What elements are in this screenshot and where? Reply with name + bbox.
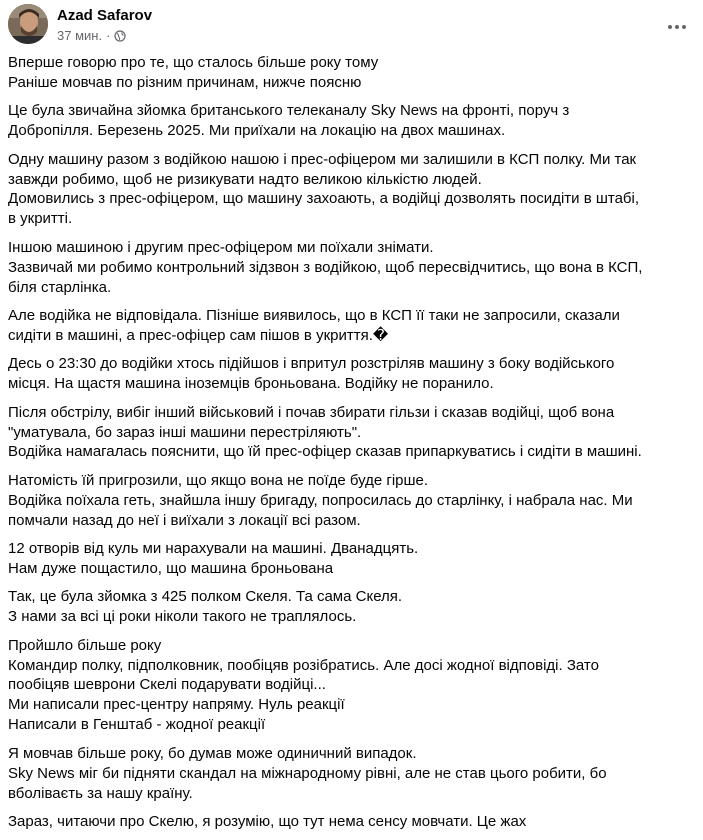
post-text-line: Домовились з прес-офіцером, що машину захоають, а водійці дозволять посидіти в штабі, xyxy=(8,190,639,208)
post-paragraph xyxy=(8,812,698,832)
post-text-line: Пройшло більше року xyxy=(8,636,162,654)
globe-icon xyxy=(114,30,126,42)
post-text-line: Я мовчав більше року, бо думав може одиничний випадок. xyxy=(8,744,417,762)
author-avatar[interactable] xyxy=(8,4,48,44)
post-text-line: Водійка намагалась пояснити, що їй прес-офіцер сказав припаркуватись і сидіти в машині. xyxy=(8,443,642,461)
post-text-line: Нам дуже пощастило, що машина броньована xyxy=(8,559,334,577)
post-text xyxy=(8,53,698,840)
post-paragraph xyxy=(8,101,698,141)
post-text-line: З нами за всі ці роки ніколи такого не траплялось. xyxy=(8,608,357,626)
post-paragraph xyxy=(8,150,698,230)
post-text-line: 12 отворів від куль ми нарахували на машині. Дванадцять. xyxy=(8,540,419,558)
more-options-button[interactable] xyxy=(659,8,695,44)
author-name[interactable]: Azad Safarov xyxy=(57,7,153,24)
post-paragraph xyxy=(8,238,698,298)
post-text-line: Натомість їй пригрозили, що якщо вона не поїде буде гірше. xyxy=(8,471,429,489)
post-text-line: Добропілля. Березень 2025. Ми приїхали на локацію на двох машинах. xyxy=(8,122,506,140)
post-paragraph xyxy=(8,471,698,531)
post-paragraph xyxy=(8,539,698,579)
post-text-line: Sky News міг би підняти скандал на міжнародному рівні, але не став цього робити, бо xyxy=(8,764,607,782)
post-text-line: вболіваєть за нашу країну. xyxy=(8,784,193,802)
post-text-line: "уматувала, бо зараз інші машини перестріляють". xyxy=(8,423,362,441)
post-text-line: біля старлінка. xyxy=(8,278,112,296)
more-dots-icon xyxy=(667,17,687,35)
post-time[interactable]: 37 мин. xyxy=(57,28,103,43)
post-text-line: Десь о 23:30 до водійки хтось підійшов і впритул розстріляв машину з боку водійського xyxy=(8,355,615,373)
post-text-line: Одну машину разом з водійкою нашою і прес-офіцером ми залишили в КСП полку. Ми так xyxy=(8,150,637,168)
post-paragraph xyxy=(8,587,698,627)
post-text-line: Зараз, читаючи про Скелю, я розумію, що тут нема сенсу мовчати. Це жах xyxy=(8,812,527,830)
avatar-photo xyxy=(8,4,48,44)
post-text-line: Після обстрілу, вибіг інший військовий і почав збирати гільзи і сказав водійці, щоб вона xyxy=(8,403,615,421)
post-text-line: Вперше говорю про те, що сталось більше року тому xyxy=(8,54,379,71)
post-text-line: місця. На щастя машина іноземців броньована. Водійку не поранило. xyxy=(8,375,494,393)
post-paragraph xyxy=(8,53,698,93)
post-text-line: Командир полку, підполковник, пообіцяв розібратись. Але досі жодної відповіді. Зато xyxy=(8,656,599,674)
post-header xyxy=(6,4,697,48)
post-text-line: Так, це була зйомка з 425 полком Скеля. Та сама Скеля. xyxy=(8,588,403,606)
post-text-line: Ми написали прес-центру напряму. Нуль реакції xyxy=(8,696,345,714)
post-text-line: сидіти в машині, а прес-офіцер сам пішов в укриття.� xyxy=(8,326,389,344)
post-paragraph xyxy=(8,306,698,346)
meta-separator: · xyxy=(106,28,111,43)
post-text-line: Зазвичай ми робимо контрольний зідзвон з водійкою, щоб пересвідчитись, що вона в КСП, xyxy=(8,258,643,276)
post-paragraph xyxy=(8,354,698,394)
post-paragraph xyxy=(8,403,698,463)
post-text-line: Раніше мовчав по різним причинам, нижче поясню xyxy=(8,73,362,91)
post-text-line: Але водійка не відповідала. Пізніше виявилось, що в КСП її таки не запросили, сказали xyxy=(8,306,620,324)
post-text-line: завжди робимо, щоб не ризикувати надто великою кількістю людей. xyxy=(8,170,482,188)
post-text-line: пообіцяв шеврони Скелі подарувати водійці... xyxy=(8,676,326,694)
post-text-line: в укритті. xyxy=(8,210,73,228)
post-meta xyxy=(57,28,126,43)
post-text-line: Водійка поїхала геть, знайшла іншу бригаду, попросилась до старлінку, і набрала нас. Ми xyxy=(8,491,633,509)
post-text-line: Написали в Генштаб - жодної реакції xyxy=(8,716,266,734)
post-text-line: помчали назад до неї і виїхали з локації всі разом. xyxy=(8,511,361,529)
post-text-line: Це була звичайна зйомка британського телеканалу Sky News на фронті, поруч з xyxy=(8,102,570,120)
post-paragraph xyxy=(8,636,698,736)
post-paragraph xyxy=(8,744,698,804)
post-text-line: Іншою машиною і другим прес-офіцером ми поїхали знімати. xyxy=(8,238,434,256)
